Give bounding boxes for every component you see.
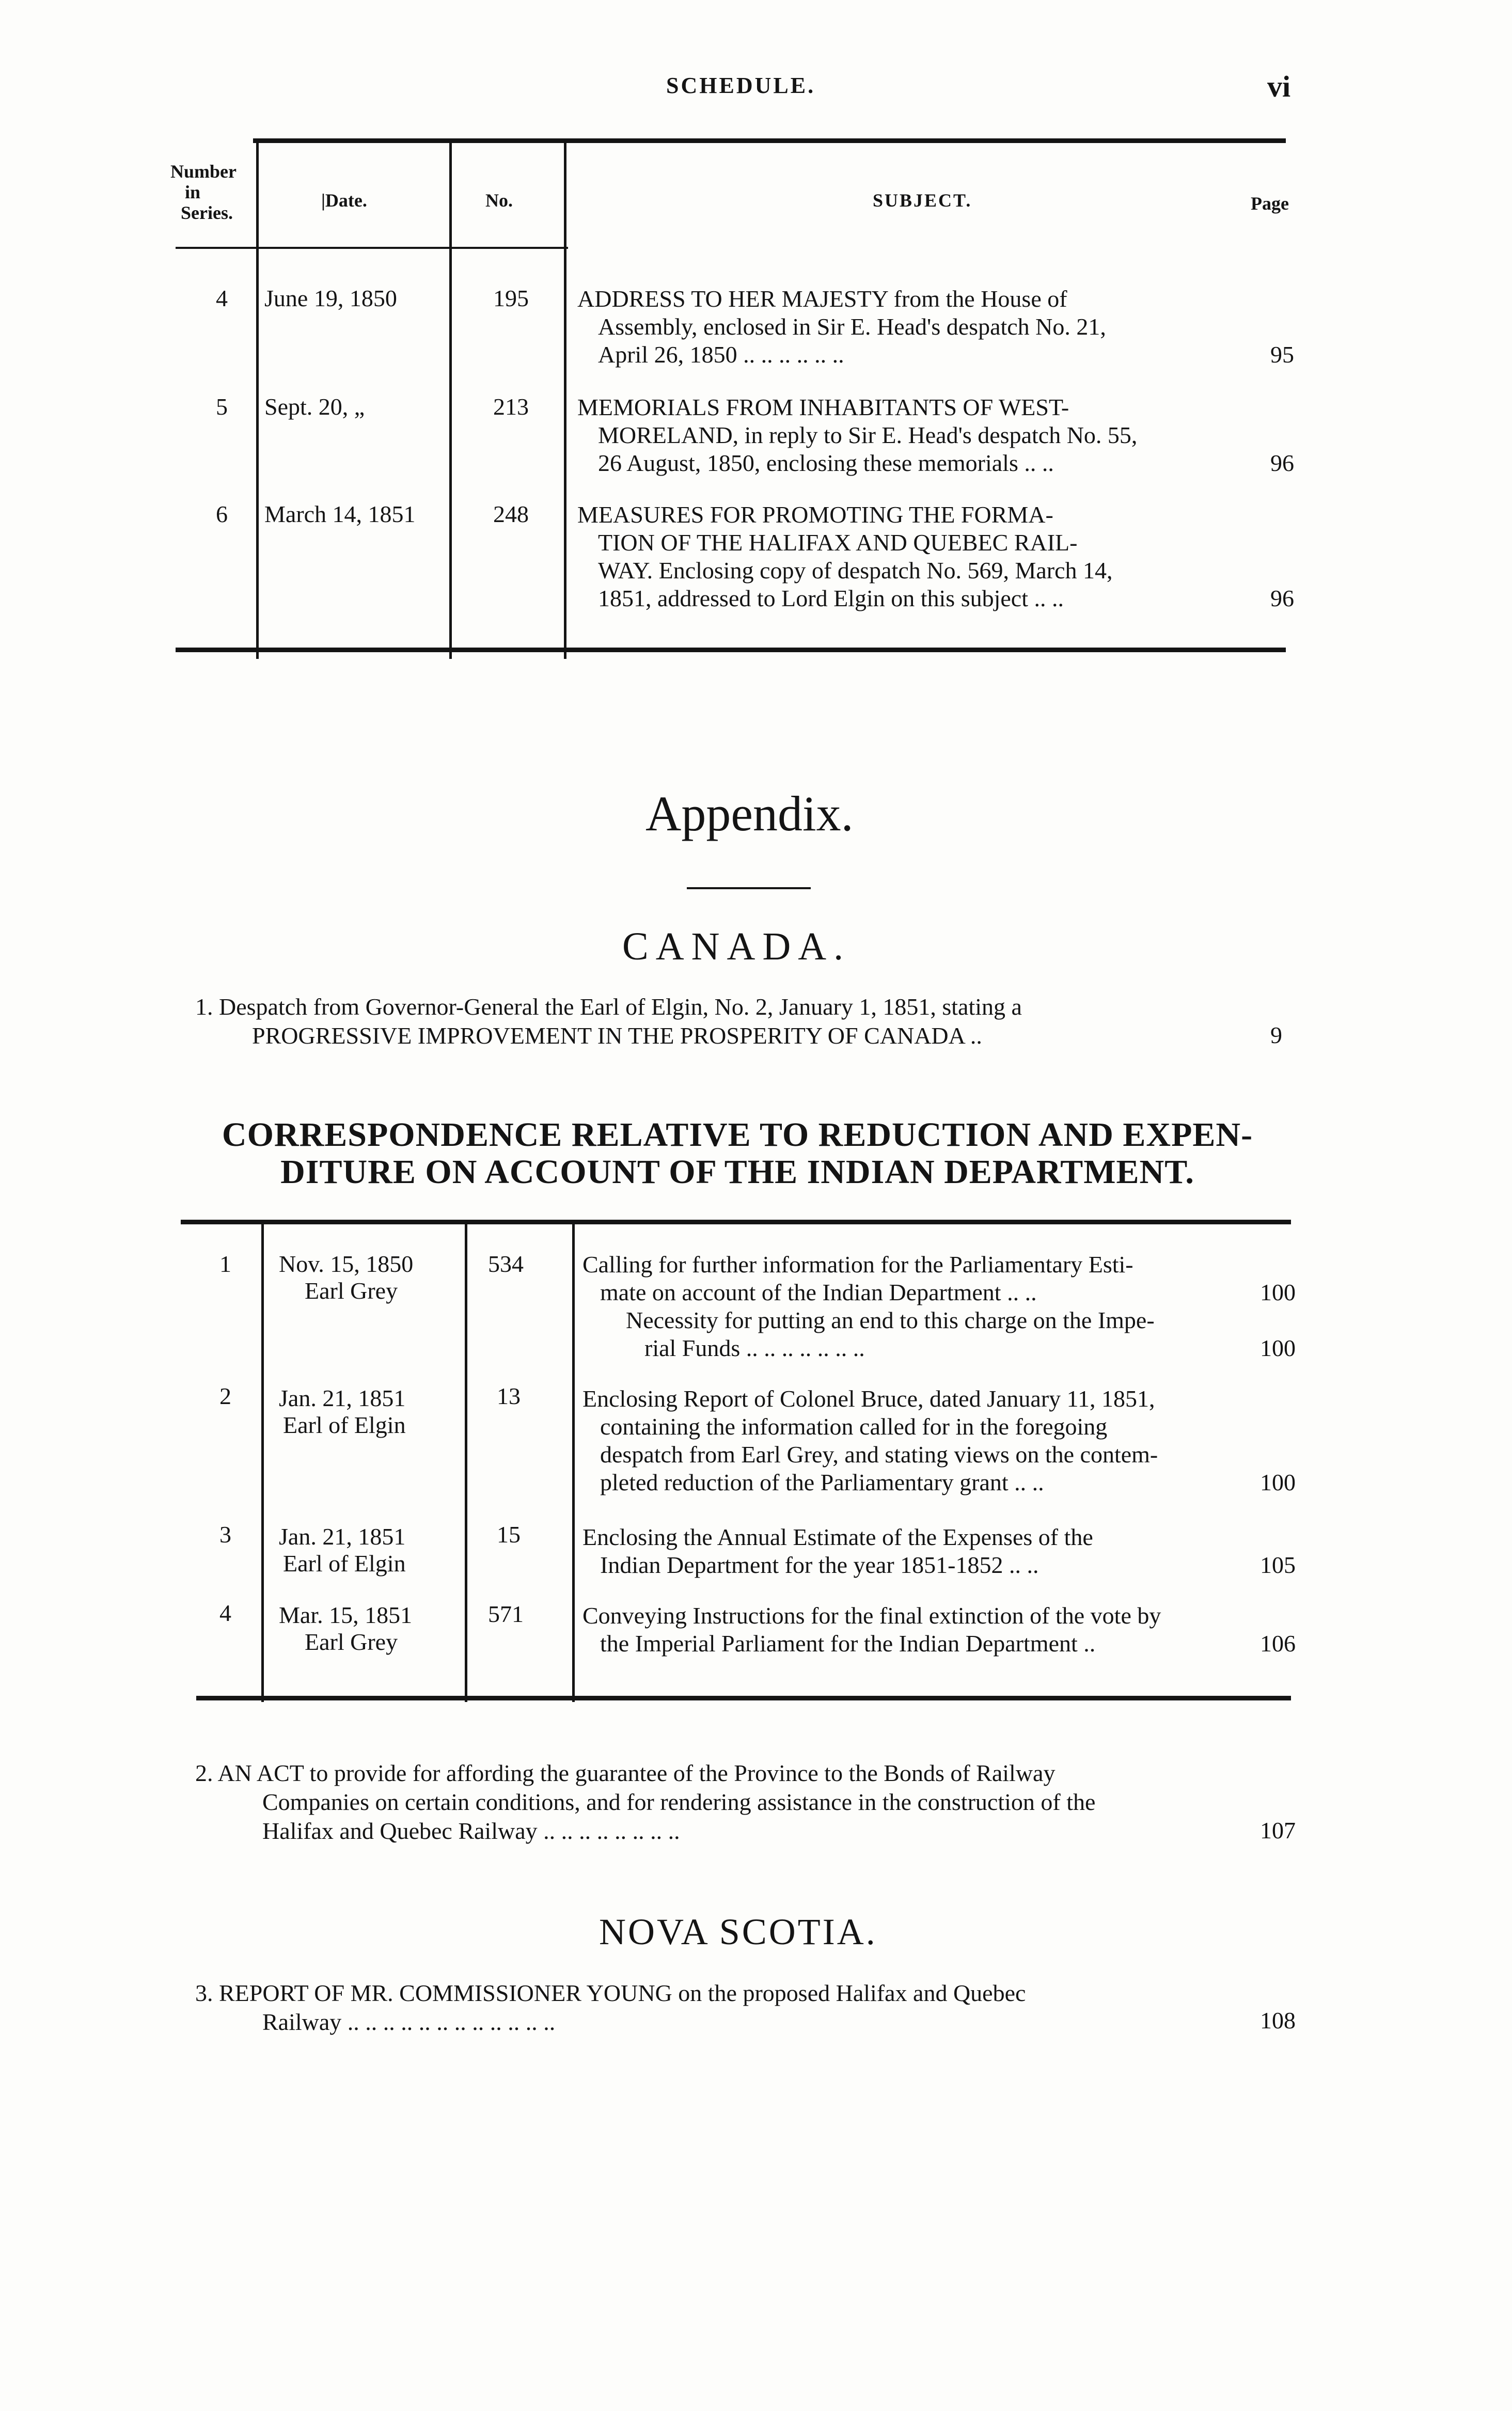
series-number: 4 [216, 285, 228, 311]
page-reference: 106 [1260, 1630, 1296, 1657]
divider [687, 887, 811, 889]
subject-cell: Enclosing Report of Colonel Bruce, dated January 11, 1851, containing the information called for in the foregoing despatch from Earl Grey, and stating views on the contem- pleted reduction of the Parliamentary grant .. .. [582, 1385, 1158, 1495]
series-number: 2 [219, 1383, 231, 1409]
correspondence-heading: CORRESPONDENCE RELATIVE TO REDUCTION AND EXPEN- DITURE ON ACCOUNT OF THE INDIAN DEPARTMENT. [222, 1116, 1253, 1191]
series-number: 5 [216, 393, 228, 420]
date-cell: Mar. 15, 1851 [279, 1602, 413, 1628]
page-reference: 95 [1270, 341, 1294, 368]
date-cell: Jan. 21, 1851 [279, 1523, 406, 1550]
despatch-number: 248 [493, 501, 529, 527]
column-rule [465, 1224, 467, 1702]
subject-cell: MEASURES FOR PROMOTING THE FORMA- TION OF THE HALIFAX AND QUEBEC RAIL- WAY. Enclosing copy of despatch No. 569, March 14, 1851, addressed to Lord Elgin on this subject .. .. [577, 501, 1113, 611]
page-reference: 100 [1260, 1279, 1296, 1305]
appendix-heading: Appendix. [645, 786, 854, 841]
column-header-date: |Date. [321, 190, 367, 211]
despatch-number: 13 [497, 1383, 521, 1409]
date-cell: June 19, 1850 [264, 285, 397, 311]
despatch-number: 15 [497, 1521, 521, 1548]
despatch-number: 571 [488, 1601, 524, 1627]
sender-cell: Earl Grey [305, 1278, 398, 1304]
running-title: SCHEDULE. [666, 73, 816, 98]
series-number: 4 [219, 1600, 231, 1626]
page-reference: 100 [1260, 1335, 1296, 1361]
subject-cell: Calling for further information for the Parliamentary Esti- mate on account of the Indian Department .. .. Necessity for putting an end to this charge on the Impe- rial Funds .. .. .. .. .. .. .. [582, 1251, 1155, 1361]
table-top-rule [253, 138, 1286, 143]
table-bottom-rule [196, 1696, 1291, 1700]
date-cell: Sept. 20, „ [264, 393, 365, 420]
date-cell: March 14, 1851 [264, 501, 416, 527]
date-cell: Nov. 15, 1850 [279, 1251, 414, 1277]
column-header-no: No. [485, 190, 513, 211]
appendix-entry-3: 3. REPORT OF MR. COMMISSIONER YOUNG on the proposed Halifax and Quebec Railway .. .. .. .. .. .. .. .. .. .. .. .. [195, 1980, 1026, 2035]
sender-cell: Earl of Elgin [283, 1550, 406, 1577]
page-reference: 96 [1270, 450, 1294, 476]
column-rule [572, 1224, 575, 1702]
subject-cell: ADDRESS TO HER MAJESTY from the House of Assembly, enclosed in Sir E. Head's despatch No. 21, April 26, 1850 .. .. .. .. .. .. [577, 286, 1106, 368]
page-reference: 105 [1260, 1552, 1296, 1578]
appendix-entry-2: 2. AN ACT to provide for affording the guarantee of the Province to the Bonds of Railway Companies on certain conditions, and for rendering assistance in the construction of the Halifax and Quebec Railway .. .. .. .. .. .. .. .. [195, 1760, 1096, 1844]
table-bottom-rule [176, 648, 1286, 652]
column-header-subject: SUBJECT. [873, 190, 972, 211]
sender-cell: Earl of Elgin [283, 1412, 406, 1438]
subject-cell: Enclosing the Annual Estimate of the Expenses of the Indian Department for the year 1851-1852 .. .. [582, 1524, 1093, 1578]
despatch-number: 534 [488, 1251, 524, 1277]
nova-scotia-heading: NOVA SCOTIA. [599, 1911, 877, 1952]
sender-cell: Earl Grey [305, 1629, 398, 1655]
subject-cell: MEMORIALS FROM INHABITANTS OF WEST- MORELAND, in reply to Sir E. Head's despatch No. 55, 26 August, 1850, enclosing these memorials .. .. [577, 394, 1138, 476]
series-number: 3 [219, 1521, 231, 1548]
column-header-page: Page [1251, 193, 1289, 214]
date-cell: Jan. 21, 1851 [279, 1385, 406, 1411]
column-rule [564, 143, 566, 659]
page-reference: 9 [1270, 1022, 1282, 1048]
page-reference: 100 [1260, 1469, 1296, 1495]
column-rule [449, 143, 452, 659]
series-number: 1 [219, 1251, 231, 1277]
appendix-entry-1: 1. Despatch from Governor-General the Earl of Elgin, No. 2, January 1, 1851, stating a PROGRESSIVE IMPROVEMENT IN THE PROSPERITY OF CANADA .. [195, 994, 1022, 1049]
series-number: 6 [216, 501, 228, 527]
column-rule [256, 143, 259, 659]
canada-heading: CANADA. [622, 925, 851, 968]
column-header-number: Number in Series. [170, 161, 237, 223]
page-reference: 96 [1270, 585, 1294, 611]
column-rule [261, 1224, 264, 1702]
subject-cell: Conveying Instructions for the final extinction of the vote by the Imperial Parliament for the Indian Department .. [582, 1602, 1161, 1657]
page-reference: 107 [1260, 1817, 1296, 1843]
header-underline [176, 247, 568, 249]
table-top-rule [181, 1220, 1291, 1224]
despatch-number: 195 [493, 285, 529, 311]
page-reference: 108 [1260, 2007, 1296, 2034]
despatch-number: 213 [493, 393, 529, 420]
page-number: vi [1267, 70, 1291, 103]
